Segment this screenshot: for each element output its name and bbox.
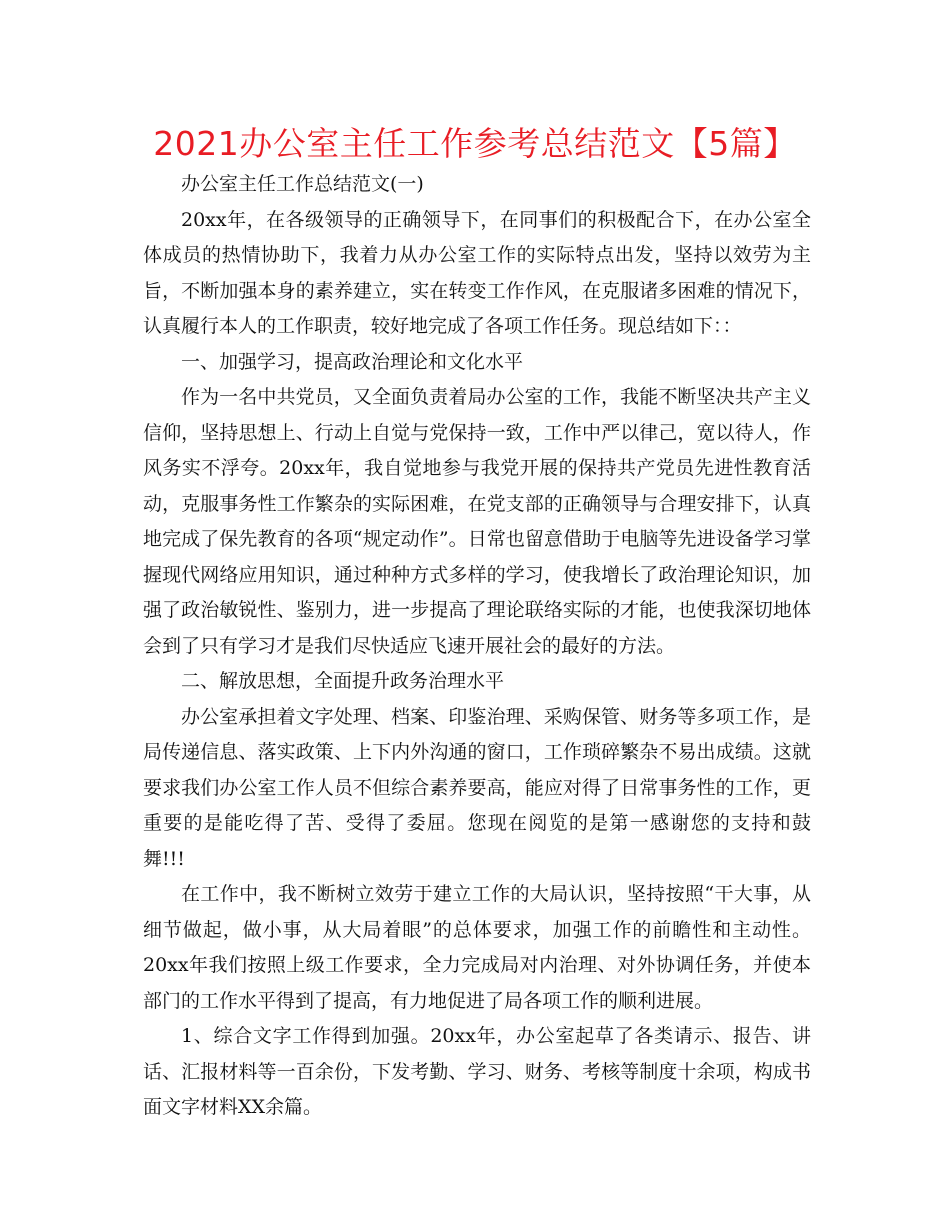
paragraph-office-duties: 办公室承担着文字处理、档案、印鉴治理、采购保管、财务等多项工作，是局传递信息、落实政策、上下内外沟通的窗口，工作琐碎繁杂不易出成绩。这就要求我们办公室工作人员不但综合素养要高，能应对得了日常事务性的工作，更重要的是能吃得了苦、受得了委屈。您现在阅览的是第一感谢您的支持和鼓舞!!! xyxy=(143,705,811,870)
paragraph-study: 作为一名中共党员，又全面负责着局办公室的工作，我能不断坚决共产主义信仰，坚持思想上、行动上自觉与党保持一致，工作中严以律己，宽以待人，作风务实不浮夸。20xx年，我自觉地参与我党开展的保持共产党员先进性教育活动，克服事务性工作繁杂的实际困难，在党支部的正确领导与合理安排下，认真地完成了保先教育的各项“规定动作”。日常也留意借助于电脑等先进设备学习掌握现代网络应用知识，通过种种方式多样的学习，使我增长了政治理论知识，加强了政治敏锐性、鉴别力，进一步提高了理论联络实际的才能，也使我深切地体会到了只有学习才是我们尽快适应飞速开展社会的最好的方法。 xyxy=(143,386,811,657)
section-heading-2: 二、解放思想，全面提升政务治理水平 xyxy=(181,670,505,692)
section-heading-1: 一、加强学习，提高政治理论和文化水平 xyxy=(181,350,524,373)
paragraph-work-attitude: 在工作中，我不断树立效劳于建立工作的大局认识，坚持按照“干大事，从细节做起，做小事，从大局着眼”的总体要求，加强工作的前瞻性和主动性。20xx年我们按照上级工作要求，全力完成局对内治理、对外协调任务，并使本部门的工作水平得到了提高，有力地促进了局各项工作的顺利进展。 xyxy=(143,883,811,1012)
section-heading-fanwen-1: 办公室主任工作总结范文(一) xyxy=(181,173,424,195)
document-body xyxy=(143,167,811,1126)
paragraph-writing-work: 1、综合文字工作得到加强。20xx年，办公室起草了各类请示、报告、讲话、汇报材料等一百余份，下发考勤、学习、财务、考核等制度十余项，构成书面文字材料XX余篇。 xyxy=(143,1025,811,1118)
document-title: 2021办公室主任工作参考总结范文【5篇】 xyxy=(153,124,797,163)
paragraph-intro: 20xx年，在各级领导的正确领导下，在同事们的积极配合下，在办公室全体成员的热情协助下，我着力从办公室工作的实际特点出发，坚持以效劳为主旨，不断加强本身的素养建立，实在转变工作作风，在克服诸多困难的情况下，认真履行本人的工作职责，较好地完成了各项工作任务。现总结如下：： xyxy=(143,208,811,337)
